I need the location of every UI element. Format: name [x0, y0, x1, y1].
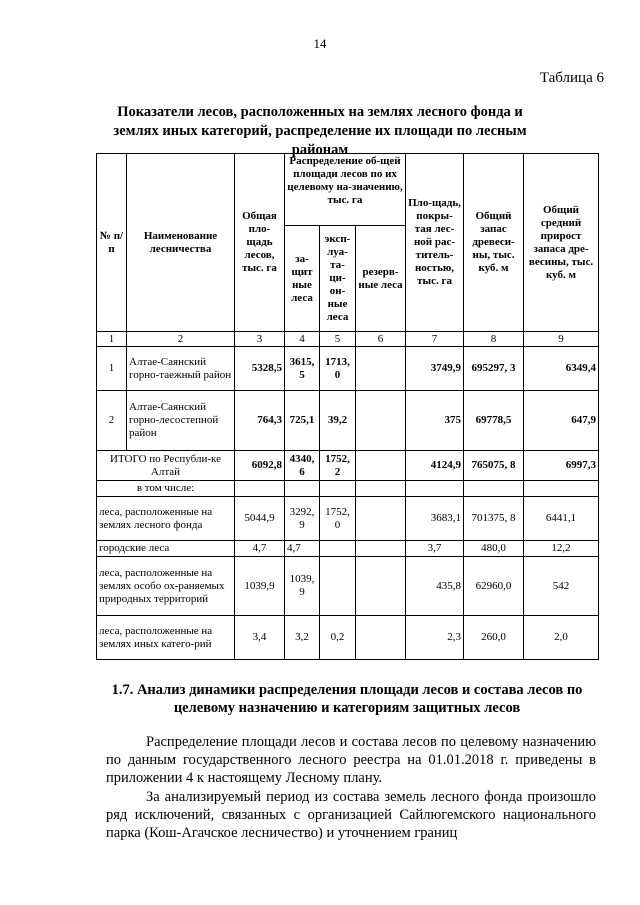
col-num-2: 2 [127, 332, 235, 347]
row-reserve [356, 541, 406, 557]
row-protective: 725,1 [285, 391, 320, 451]
row-growth: 2,0 [524, 616, 599, 660]
row-reserve [356, 391, 406, 451]
row-protective: 4340, 6 [285, 451, 320, 481]
row-stock: 701375, 8 [464, 497, 524, 541]
row-growth: 12,2 [524, 541, 599, 557]
row-total: 6092,8 [235, 451, 285, 481]
row-operational [320, 557, 356, 616]
header-protective: за-щит ные леса [285, 226, 320, 332]
row-protective: 3,2 [285, 616, 320, 660]
table-row [97, 391, 599, 451]
row-cover: 4124,9 [406, 451, 464, 481]
row-growth: 647,9 [524, 391, 599, 451]
row-reserve [356, 557, 406, 616]
header-growth: Общий средний прирост запаса дре-весины, тыс. куб. м [524, 154, 599, 332]
row-growth: 6997,3 [524, 451, 599, 481]
row-growth: 6349,4 [524, 347, 599, 391]
col-num-9: 9 [524, 332, 599, 347]
row-total: 3,4 [235, 616, 285, 660]
table-row [97, 497, 599, 541]
row-total: 4,7 [235, 541, 285, 557]
paragraph-2 [106, 788, 596, 842]
table-row-total [97, 451, 599, 481]
row-operational [320, 541, 356, 557]
row-cover: 375 [406, 391, 464, 451]
row-cover: 3749,9 [406, 347, 464, 391]
row-operational: 1713, 0 [320, 347, 356, 391]
row-growth: 6441,1 [524, 497, 599, 541]
paragraph-2-text: За анализируемый период из состава земель лесного фонда произошло ряд исключений, связанных с организацией Сайлюгемского национального парка (Кош-Агачское лесничество) и уточнением границ [106, 789, 596, 841]
col-num-3: 3 [235, 332, 285, 347]
row-stock: 695297, 3 [464, 347, 524, 391]
row-stock: 62960,0 [464, 557, 524, 616]
row-reserve [356, 497, 406, 541]
row-cover: 3683,1 [406, 497, 464, 541]
header-reserve: резерв-ные леса [356, 226, 406, 332]
row-total: 764,3 [235, 391, 285, 451]
row-cover: 435,8 [406, 557, 464, 616]
row-name: Алтае-Саянский горно-лесостепной район [127, 391, 235, 451]
header-row-1 [97, 154, 599, 226]
row-cover: 3,7 [406, 541, 464, 557]
row-protective: 3292, 9 [285, 497, 320, 541]
row-protective: 1039, 9 [285, 557, 320, 616]
row-name: леса, расположенные на землях особо ох-раняемых природных территорий [97, 557, 235, 616]
header-num: № п/п [97, 154, 127, 332]
row-growth: 542 [524, 557, 599, 616]
row-stock: 480,0 [464, 541, 524, 557]
row-protective: 3615, 5 [285, 347, 320, 391]
header-operational: эксп-луа-та-ци-он-ные леса [320, 226, 356, 332]
header-name: Наименование лесничества [127, 154, 235, 332]
row-name: Алтае-Саянский горно-таежный район [127, 347, 235, 391]
col-num-4: 4 [285, 332, 320, 347]
row-num: 1 [97, 347, 127, 391]
table-row [97, 557, 599, 616]
paragraph-1 [106, 733, 596, 787]
row-name: ИТОГО по Республи-ке Алтай [97, 451, 235, 481]
header-stock: Общий запас древеси-ны, тыс. куб. м [464, 154, 524, 332]
row-stock: 69778,5 [464, 391, 524, 451]
row-stock: 260,0 [464, 616, 524, 660]
col-num-8: 8 [464, 332, 524, 347]
row-operational: 1752, 0 [320, 497, 356, 541]
column-number-row [97, 332, 599, 347]
row-operational: 1752, 2 [320, 451, 356, 481]
row-name: городские леса [97, 541, 235, 557]
row-protective: 4,7 [285, 541, 320, 557]
row-num: 2 [97, 391, 127, 451]
row-total: 5328,5 [235, 347, 285, 391]
row-name: леса, расположенные на землях лесного фонда [97, 497, 235, 541]
col-num-1: 1 [97, 332, 127, 347]
table-row-subheading [97, 481, 599, 497]
col-num-6: 6 [356, 332, 406, 347]
col-num-7: 7 [406, 332, 464, 347]
row-stock: 765075, 8 [464, 451, 524, 481]
table-row [97, 541, 599, 557]
paragraph-1-text: Распределение площади лесов и состава лесов по целевому назначению по данным государственного лесного реестра на 01.01.2018 г. приведены в приложении 4 к настоящему Лесному плану. [106, 734, 596, 786]
page-number: 14 [313, 36, 327, 51]
table-row [97, 347, 599, 391]
table-caption: Показатели лесов, расположенных на землях лесного фонда и землях иных категорий, распределение их площади по лесным районам [113, 104, 527, 158]
row-reserve [356, 347, 406, 391]
table-label: Таблица 6 [539, 70, 604, 86]
row-total: 5044,9 [235, 497, 285, 541]
row-name: леса, расположенные на землях иных катего-рий [97, 616, 235, 660]
row-operational: 0,2 [320, 616, 356, 660]
header-distribution: Распределение об-щей площади лесов по их целевому на-значению, тыс. га [285, 154, 406, 226]
row-reserve [356, 616, 406, 660]
header-total-area: Общая пло-щадь лесов, тыс. га [235, 154, 285, 332]
col-num-5: 5 [320, 332, 356, 347]
row-reserve [356, 451, 406, 481]
row-total: 1039,9 [235, 557, 285, 616]
row-operational: 39,2 [320, 391, 356, 451]
section-title: 1.7. Анализ динамики распределения площади лесов и состава лесов по целевому назначению и категориям защитных лесов [111, 682, 583, 716]
row-cover: 2,3 [406, 616, 464, 660]
header-forest-cover: Пло-щадь, покры-тая лес-ной рас-титель-ностью, тыс. га [406, 154, 464, 332]
row-name: в том числе: [97, 481, 235, 497]
table-row [97, 616, 599, 660]
forest-indicators-table [96, 153, 599, 660]
